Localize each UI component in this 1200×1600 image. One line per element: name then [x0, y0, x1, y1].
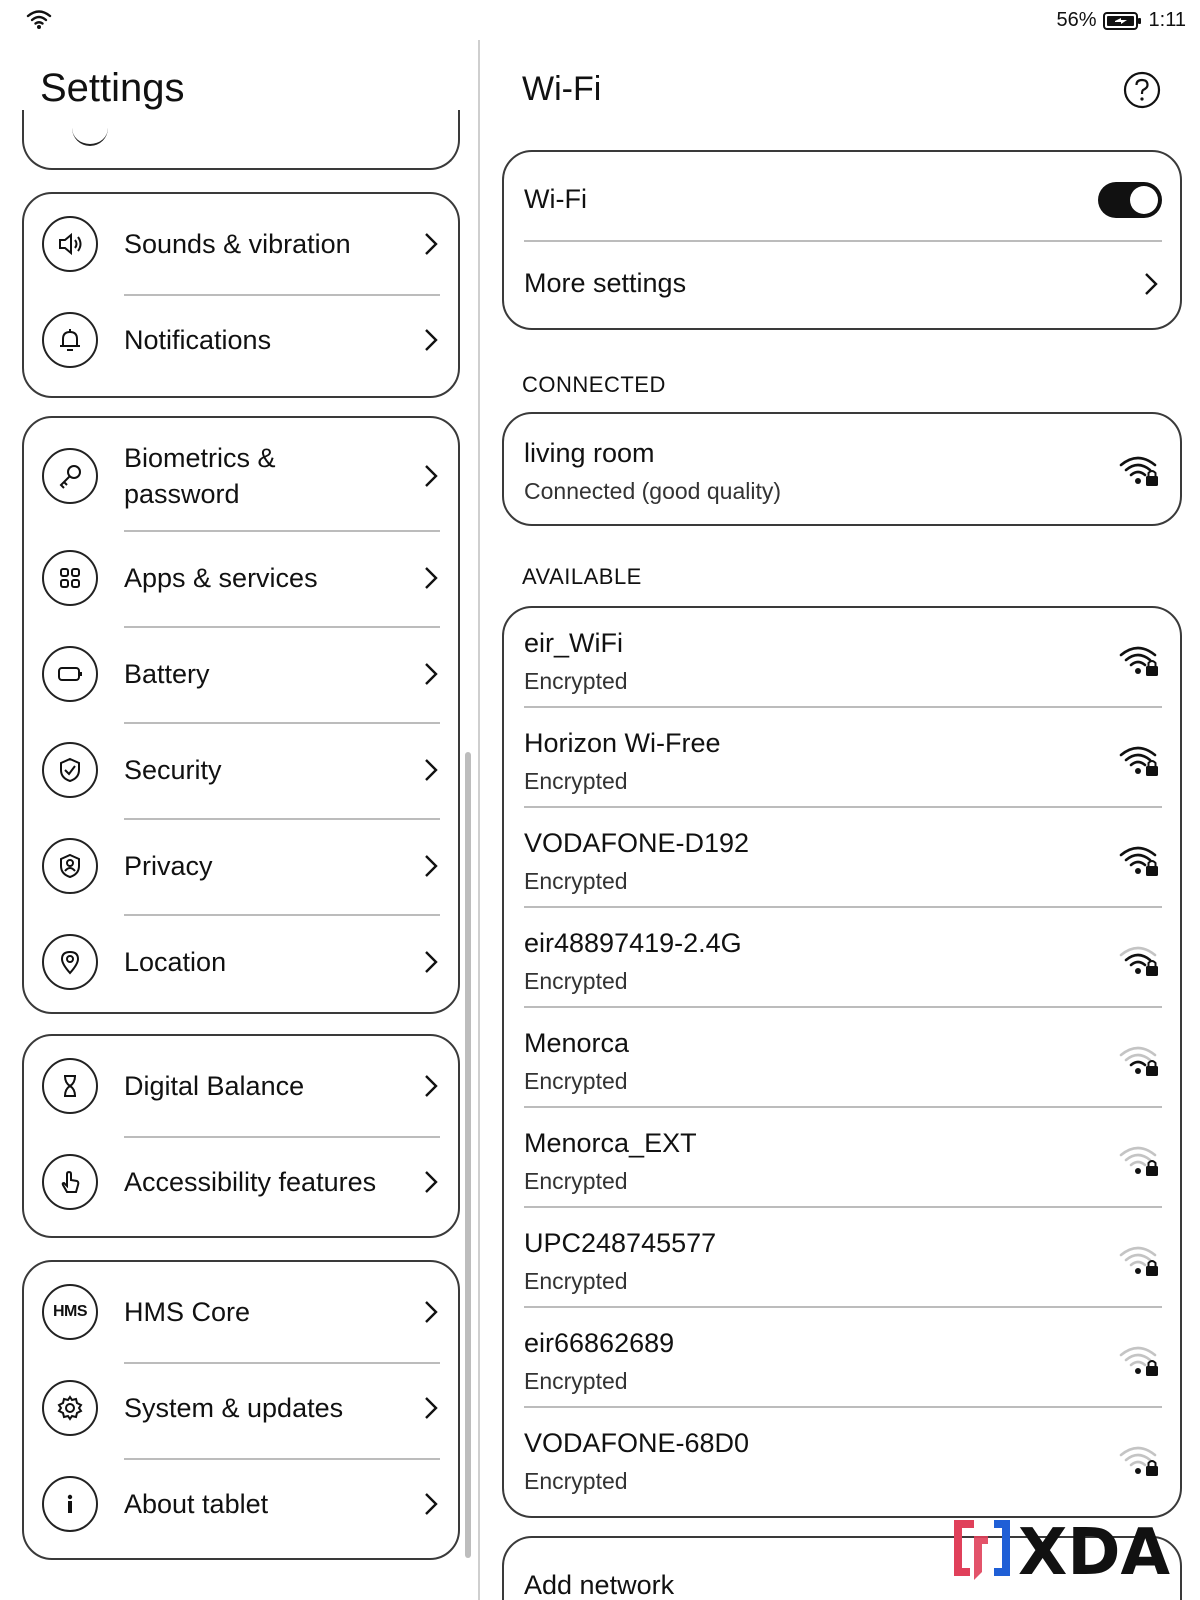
connected-network-row[interactable]	[504, 414, 1180, 524]
location-pin-icon	[42, 934, 98, 990]
network-name: living room	[524, 438, 655, 468]
toggle-knob	[1130, 186, 1158, 214]
chevron-right-icon	[424, 1492, 438, 1516]
available-networks-card	[502, 606, 1182, 1518]
settings-item-label: Notifications	[124, 325, 272, 355]
network-row[interactable]	[504, 1308, 1180, 1408]
network-row[interactable]	[504, 608, 1180, 708]
chevron-right-icon	[424, 464, 438, 488]
network-security: Encrypted	[524, 1468, 628, 1494]
battery-icon	[42, 646, 98, 702]
battery-percent: 56%	[1056, 9, 1097, 31]
settings-item-label: Privacy	[124, 851, 213, 881]
apps-grid-icon	[42, 550, 98, 606]
gear-icon	[42, 1380, 98, 1436]
partial-item-icon	[72, 126, 108, 146]
network-name: eir48897419-2.4G	[524, 928, 742, 958]
settings-item-privacy[interactable]	[24, 818, 458, 914]
wifi-signal-lock-icon	[1118, 452, 1162, 488]
wifi-status-icon	[26, 8, 52, 30]
left-scrollbar[interactable]	[465, 752, 471, 1558]
settings-group-system	[22, 1260, 460, 1560]
chevron-right-icon	[424, 854, 438, 878]
chevron-right-icon	[1144, 272, 1158, 296]
settings-group-sound	[22, 192, 460, 398]
network-row[interactable]	[504, 1208, 1180, 1308]
network-name: VODAFONE-D192	[524, 828, 750, 858]
settings-item-label: Security	[124, 755, 222, 785]
settings-item-label: Location	[124, 947, 227, 977]
wifi-signal-lock-icon	[1118, 642, 1162, 678]
chevron-right-icon	[424, 758, 438, 782]
network-security: Encrypted	[524, 1268, 628, 1294]
chevron-right-icon	[424, 566, 438, 590]
chevron-right-icon	[424, 328, 438, 352]
settings-item-label: Apps & services	[124, 563, 318, 593]
wifi-signal-lock-icon	[1118, 942, 1162, 978]
chevron-right-icon	[424, 1300, 438, 1324]
settings-item-sounds[interactable]	[24, 194, 458, 294]
settings-item-battery[interactable]	[24, 626, 458, 722]
network-name: Menorca	[524, 1028, 630, 1058]
privacy-shield-icon	[42, 838, 98, 894]
network-row[interactable]	[504, 908, 1180, 1008]
network-security: Encrypted	[524, 1368, 628, 1394]
status-bar	[0, 0, 1200, 40]
network-name: UPC248745577	[524, 1228, 717, 1258]
help-icon[interactable]	[1122, 70, 1162, 110]
settings-item-label: Accessibility features	[124, 1167, 377, 1197]
settings-item-label: Battery	[124, 659, 210, 689]
settings-item-security[interactable]	[24, 722, 458, 818]
settings-card-partial	[22, 110, 460, 170]
network-name: Menorca_EXT	[524, 1128, 697, 1158]
clock: 1:11	[1148, 9, 1186, 31]
settings-item-label: Sounds & vibration	[124, 229, 351, 259]
network-row[interactable]	[504, 1408, 1180, 1508]
settings-item-label: HMS Core	[124, 1297, 251, 1327]
wifi-signal-lock-icon	[1118, 1342, 1162, 1378]
settings-item-label-line2: password	[124, 479, 240, 509]
wifi-toggle-switch[interactable]	[1098, 182, 1162, 218]
hand-pointer-icon	[42, 1154, 98, 1210]
speaker-icon	[42, 216, 98, 272]
network-name: VODAFONE-68D0	[524, 1428, 750, 1458]
status-right	[1057, 9, 1186, 32]
more-settings-row[interactable]	[504, 242, 1180, 328]
settings-group-device	[22, 416, 460, 1014]
chevron-right-icon	[424, 1074, 438, 1098]
hms-icon-text: HMS	[52, 1303, 88, 1320]
connected-network-card	[502, 412, 1182, 526]
more-settings-label: More settings	[524, 268, 687, 298]
network-row[interactable]	[504, 1008, 1180, 1108]
settings-item-about[interactable]	[24, 1458, 458, 1558]
wifi-signal-lock-icon	[1118, 1042, 1162, 1078]
network-name: Horizon Wi-Free	[524, 728, 721, 758]
settings-item-notifications[interactable]	[24, 294, 458, 394]
add-network-label: Add network	[524, 1570, 675, 1600]
wifi-toggle-row[interactable]	[504, 152, 1180, 242]
info-icon	[42, 1476, 98, 1532]
shield-check-icon	[42, 742, 98, 798]
network-security: Encrypted	[524, 868, 628, 894]
hms-icon	[42, 1284, 98, 1340]
network-security: Encrypted	[524, 768, 628, 794]
wifi-signal-lock-icon	[1118, 1142, 1162, 1178]
hourglass-icon	[42, 1058, 98, 1114]
settings-item-label: System & updates	[124, 1393, 344, 1423]
bell-icon	[42, 312, 98, 368]
settings-item-accessibility[interactable]	[24, 1136, 458, 1236]
settings-item-label: About tablet	[124, 1489, 269, 1519]
network-row[interactable]	[504, 1108, 1180, 1208]
wifi-toggle-card	[502, 150, 1182, 330]
chevron-right-icon	[424, 950, 438, 974]
watermark-text: XDA	[1018, 1516, 1170, 1586]
network-security: Encrypted	[524, 1068, 628, 1094]
settings-item-system[interactable]	[24, 1362, 458, 1458]
battery-charging-icon	[1103, 11, 1143, 31]
network-security: Encrypted	[524, 1168, 628, 1194]
network-security: Encrypted	[524, 668, 628, 694]
settings-item-apps[interactable]	[24, 530, 458, 626]
wifi-toggle-label: Wi-Fi	[524, 184, 587, 214]
xda-watermark-logo	[948, 1514, 1188, 1586]
network-row[interactable]	[504, 808, 1180, 908]
wifi-signal-lock-icon	[1118, 1442, 1162, 1478]
settings-item-label: Digital Balance	[124, 1071, 305, 1101]
wifi-signal-lock-icon	[1118, 842, 1162, 878]
wifi-signal-lock-icon	[1118, 742, 1162, 778]
connected-section-label: CONNECTED	[522, 372, 666, 397]
settings-item-hms-core[interactable]	[24, 1262, 458, 1358]
settings-item-digital-balance[interactable]	[24, 1036, 458, 1136]
key-icon	[42, 448, 98, 504]
settings-item-location[interactable]	[24, 914, 458, 1010]
network-security: Encrypted	[524, 968, 628, 994]
chevron-right-icon	[424, 1170, 438, 1194]
pane-divider	[478, 40, 480, 1600]
network-name: eir66862689	[524, 1328, 675, 1358]
settings-group-wellbeing	[22, 1034, 460, 1238]
settings-title: Settings	[40, 66, 185, 110]
network-name: eir_WiFi	[524, 628, 623, 658]
settings-item-biometrics[interactable]	[24, 418, 458, 530]
settings-item-label: Biometrics &	[124, 443, 276, 473]
wifi-signal-lock-icon	[1118, 1242, 1162, 1278]
chevron-right-icon	[424, 232, 438, 256]
available-section-label: AVAILABLE	[522, 564, 642, 589]
network-row[interactable]	[504, 708, 1180, 808]
chevron-right-icon	[424, 662, 438, 686]
wifi-page-title: Wi-Fi	[522, 70, 602, 108]
network-status: Connected (good quality)	[524, 478, 781, 504]
chevron-right-icon	[424, 1396, 438, 1420]
